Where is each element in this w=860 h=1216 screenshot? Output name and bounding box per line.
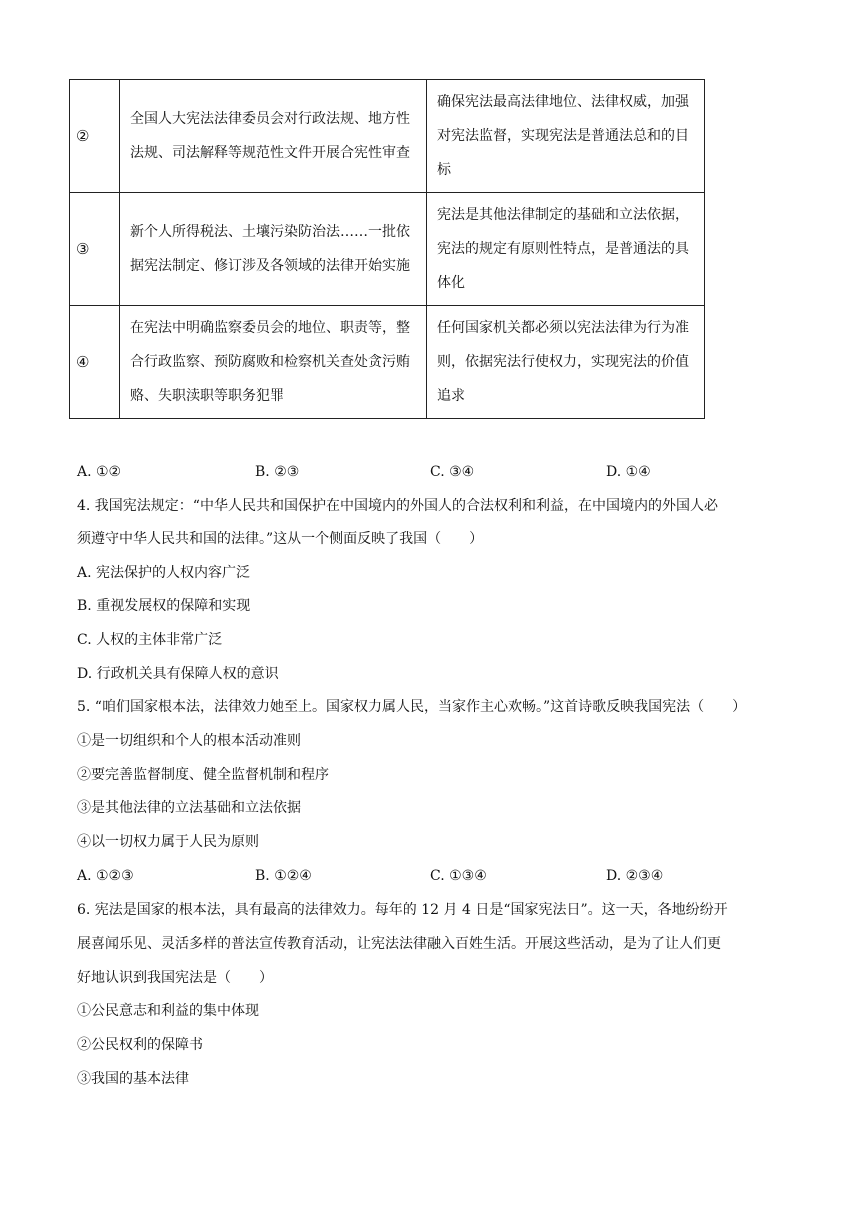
q5-option-d[interactable]: D. ②③④ <box>606 868 664 884</box>
q4-stem-line-1: 4. 我国宪法规定：“中华人民共和国保护在中国境内的外国人的合法权利和利益，在中国境内的外国人必 <box>77 498 718 514</box>
q4-option-b[interactable]: B. 重视发展权的保障和实现 <box>77 598 251 614</box>
q6-stem-line-1: 6. 宪法是国家的根本法，具有最高的法律效力。每年的 12 月 4 日是“国家宪法日”。这一天，各地纷纷开 <box>77 902 728 918</box>
q6-item-3: ③我国的基本法律 <box>77 1071 189 1087</box>
row-fact: 在宪法中明确监察委员会的地位、职责等，整合行政监察、预防腐败和检察机关查处贪污贿赂、失职渎职等职务犯罪 <box>120 306 427 419</box>
row-meaning: 宪法是其他法律制定的基础和立法依据，宪法的规定有原则性特点，是普通法的具体化 <box>427 193 705 306</box>
q5-item-2: ②要完善监督制度、健全监督机制和程序 <box>77 767 329 783</box>
q6-stem-line-3: 好地认识到我国宪法是（ ） <box>77 970 273 986</box>
row-meaning: 任何国家机关都必须以宪法法律为行为准则，依据宪法行使权力，实现宪法的价值追求 <box>427 306 705 419</box>
q6-item-1: ①公民意志和利益的集中体现 <box>77 1003 259 1019</box>
table-row <box>70 306 705 419</box>
row-meaning: 确保宪法最高法律地位、法律权威，加强对宪法监督，实现宪法是普通法总和的目标 <box>427 80 705 193</box>
q5-option-b[interactable]: B. ①②④ <box>255 868 312 884</box>
q6-stem-line-2: 展喜闻乐见、灵活多样的普法宣传教育活动，让宪法法律融入百姓生活。开展这些活动，是为了让人们更 <box>77 936 721 952</box>
q5-option-c[interactable]: C. ①③④ <box>430 868 487 884</box>
row-fact: 全国人大宪法法律委员会对行政法规、地方性法规、司法解释等规范性文件开展合宪性审查 <box>120 80 427 193</box>
q5-item-3: ③是其他法律的立法基础和立法依据 <box>77 800 301 816</box>
answer-table <box>69 79 705 419</box>
q3-option-b[interactable]: B. ②③ <box>255 464 300 480</box>
row-number: ② <box>70 80 120 193</box>
q4-option-d[interactable]: D. 行政机关具有保障人权的意识 <box>77 666 279 682</box>
row-number: ④ <box>70 306 120 419</box>
q6-item-2: ②公民权利的保障书 <box>77 1037 203 1053</box>
q4-option-c[interactable]: C. 人权的主体非常广泛 <box>77 632 223 648</box>
row-number: ③ <box>70 193 120 306</box>
table-row <box>70 80 705 193</box>
q5-stem: 5. “咱们国家根本法，法律效力她至上。国家权力属人民，当家作主心欢畅。”这首诗歌反映我国宪法（ ） <box>77 699 747 715</box>
q4-stem-line-2: 须遵守中华人民共和国的法律。”这从一个侧面反映了我国（ ） <box>77 531 484 547</box>
q3-option-a[interactable]: A. ①② <box>77 464 122 480</box>
q5-item-4: ④以一切权力属于人民为原则 <box>77 834 259 850</box>
q5-item-1: ①是一切组织和个人的根本活动准则 <box>77 733 301 749</box>
q5-option-a[interactable]: A. ①②③ <box>77 868 134 884</box>
q3-option-c[interactable]: C. ③④ <box>430 464 475 480</box>
row-fact: 新个人所得税法、土壤污染防治法……一批依据宪法制定、修订涉及各领域的法律开始实施 <box>120 193 427 306</box>
table-row <box>70 193 705 306</box>
q4-option-a[interactable]: A. 宪法保护的人权内容广泛 <box>77 565 251 581</box>
q3-option-d[interactable]: D. ①④ <box>606 464 651 480</box>
